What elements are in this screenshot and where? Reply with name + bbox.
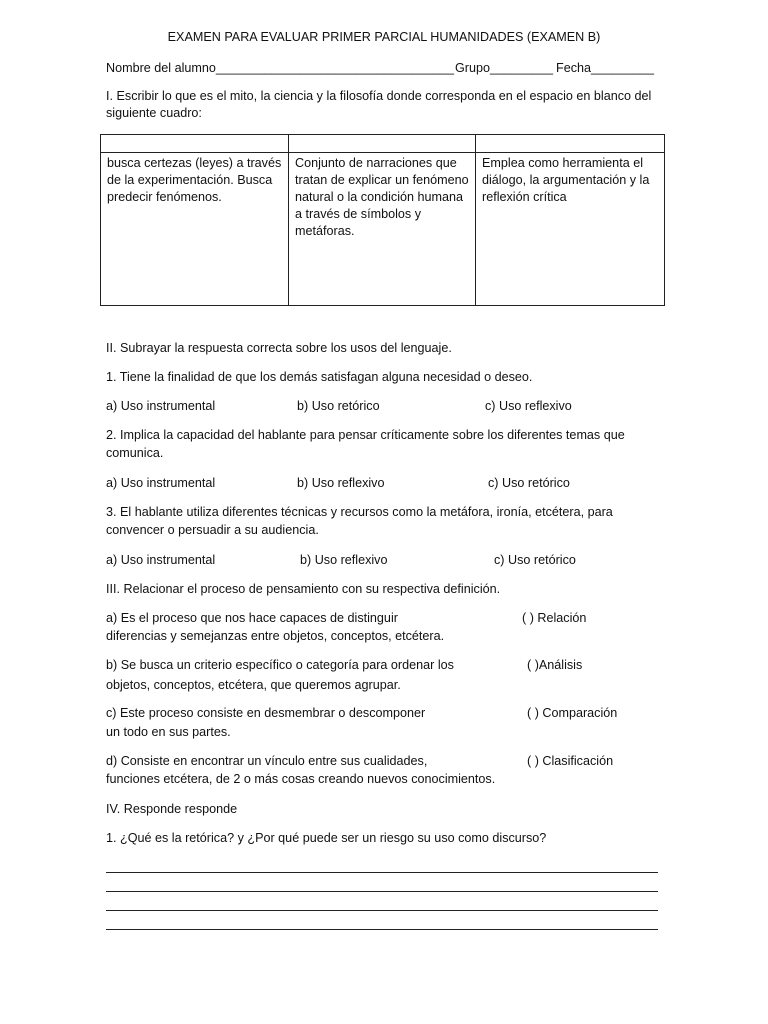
- section1-instruction-line2: siguiente cuadro:: [106, 106, 202, 120]
- table-cell-ciencia: busca certezas (leyes) a través de la experimentación. Busca predecir fenómenos.: [101, 153, 289, 306]
- match-blank[interactable]: ( ) Relación: [522, 611, 587, 625]
- question-text: 3. El hablante utiliza diferentes técnicas y recursos como la metáfora, ironía, etcétera, para: [106, 505, 613, 519]
- question-text: 1. Tiene la finalidad de que los demás satisfagan alguna necesidad o deseo.: [106, 370, 533, 384]
- table-answer-cell[interactable]: [476, 135, 665, 153]
- option-c[interactable]: c) Uso retórico: [494, 553, 576, 567]
- option-b[interactable]: b) Uso reflexivo: [297, 476, 385, 490]
- definition-text-continued: objetos, conceptos, etcétera, que queremos agrupar.: [106, 678, 401, 692]
- question-text-continued: convencer o persuadir a su audiencia.: [106, 523, 319, 537]
- section1-instruction-line1: I. Escribir lo que es el mito, la ciencia y la filosofía donde corresponda en el espacio en blanco del: [106, 89, 652, 103]
- answer-line[interactable]: [106, 872, 658, 873]
- answer-line[interactable]: [106, 910, 658, 911]
- option-c[interactable]: c) Uso retórico: [488, 476, 570, 490]
- option-b[interactable]: b) Uso retórico: [297, 399, 380, 413]
- section3-instruction: III. Relacionar el proceso de pensamiento con su respectiva definición.: [106, 582, 501, 596]
- table-cell-mito: Conjunto de narraciones que tratan de explicar un fenómeno natural o la condición humana a través de símbolos y metáforas.: [289, 153, 476, 306]
- option-a[interactable]: a) Uso instrumental: [106, 553, 216, 567]
- definition-text: b) Se busca un criterio específico o categoría para ordenar los: [106, 658, 454, 672]
- section4-instruction: IV. Responde responde: [106, 802, 238, 816]
- table-answer-cell[interactable]: [101, 135, 289, 153]
- match-blank[interactable]: ( ) Clasificación: [527, 754, 614, 768]
- definition-text: c) Este proceso consiste en desmembrar o descomponer: [106, 706, 426, 720]
- student-name-field: Nombre del alumno__________________________________: [106, 61, 455, 75]
- section2-instruction: II. Subrayar la respuesta correcta sobre los usos del lenguaje.: [106, 341, 452, 355]
- option-a[interactable]: a) Uso instrumental: [106, 399, 216, 413]
- date-field: Fecha_________: [556, 61, 655, 75]
- definition-text-continued: un todo en sus partes.: [106, 725, 231, 739]
- question-text-continued: comunica.: [106, 446, 164, 460]
- page-title: EXAMEN PARA EVALUAR PRIMER PARCIAL HUMANIDADES (EXAMEN B): [167, 30, 601, 44]
- option-a[interactable]: a) Uso instrumental: [106, 476, 216, 490]
- definition-text: a) Es el proceso que nos hace capaces de distinguir: [106, 611, 398, 625]
- definition-text-continued: diferencias y semejanzas entre objetos, conceptos, etcétera.: [106, 629, 445, 643]
- table-header-row: [101, 135, 665, 153]
- table-answer-cell[interactable]: [289, 135, 476, 153]
- question-text: 2. Implica la capacidad del hablante para pensar críticamente sobre los diferentes temas que: [106, 428, 625, 442]
- group-field: Grupo_________: [455, 61, 554, 75]
- open-question: 1. ¿Qué es la retórica? y ¿Por qué puede ser un riesgo su uso como discurso?: [106, 831, 547, 845]
- definition-text: d) Consiste en encontrar un vínculo entre sus cualidades,: [106, 754, 428, 768]
- concept-table: [100, 134, 665, 306]
- definition-text-continued: funciones etcétera, de 2 o más cosas creando nuevos conocimientos.: [106, 772, 496, 786]
- answer-line[interactable]: [106, 891, 658, 892]
- match-blank[interactable]: ( )Análisis: [527, 658, 583, 672]
- table-row: [101, 153, 665, 306]
- table-cell-filosofia: Emplea como herramienta el diálogo, la argumentación y la reflexión crítica: [476, 153, 665, 306]
- option-b[interactable]: b) Uso reflexivo: [300, 553, 388, 567]
- answer-line[interactable]: [106, 929, 658, 930]
- option-c[interactable]: c) Uso reflexivo: [485, 399, 572, 413]
- match-blank[interactable]: ( ) Comparación: [527, 706, 618, 720]
